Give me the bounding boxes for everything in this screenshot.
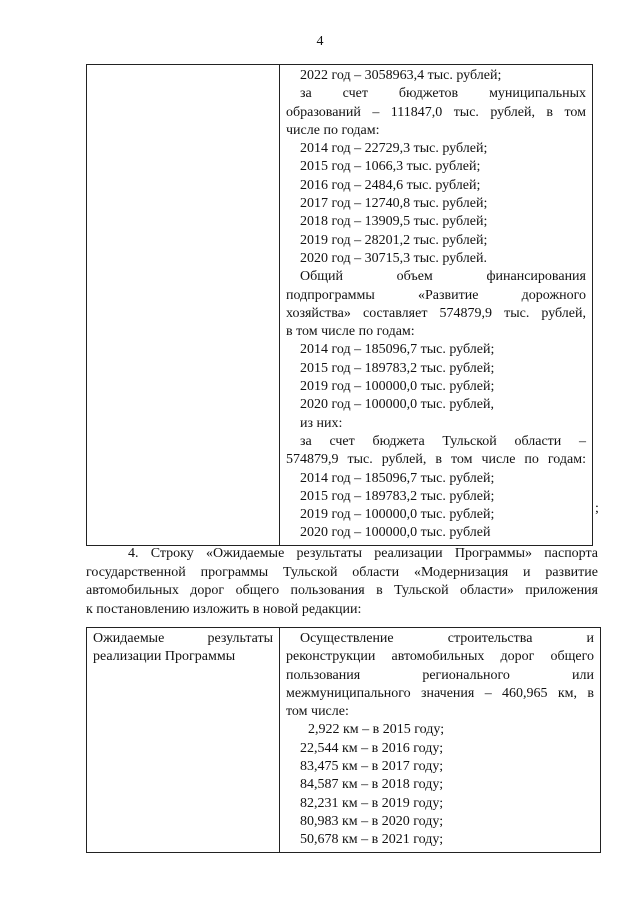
financing-text <box>280 65 592 545</box>
text-line: 2015 год – 1066,3 тыс. рублей; <box>300 159 481 175</box>
paragraph-line: автомобильных дорог общего пользования в Тульской области» приложения <box>86 583 598 599</box>
text-line: 2015 год – 189783,2 тыс. рублей; <box>300 488 495 504</box>
text-line: 2020 год – 100000,0 тыс. рублей <box>300 525 491 541</box>
text-line: из них: <box>300 415 343 431</box>
results-text <box>280 628 600 852</box>
text-line: 2014 год – 185096,7 тыс. рублей; <box>300 342 495 358</box>
text-line: межмуниципального значения – 460,965 км, в <box>286 685 594 701</box>
text-line: 82,231 км – в 2019 году; <box>300 795 444 811</box>
text-line: за счет бюджета Тульской области – <box>300 433 586 449</box>
text-line: 2019 год – 100000,0 тыс. рублей; <box>300 379 495 395</box>
trailing-semicolon: ; <box>595 501 599 516</box>
text-line: 2020 год – 100000,0 тыс. рублей, <box>300 397 494 413</box>
text-line: 2014 год – 185096,7 тыс. рублей; <box>300 470 495 486</box>
text-line: Осуществление строительства и <box>300 631 594 646</box>
text-line: реконструкции автомобильных дорог общего <box>286 649 594 665</box>
text-line: 2019 год – 28201,2 тыс. рублей; <box>300 232 488 248</box>
table-cell-left <box>87 65 280 546</box>
text-line: пользования регионального или <box>286 667 594 683</box>
text-line: хозяйства» составляет 574879,9 тыс. рублей, <box>286 305 586 321</box>
table-cell-right <box>280 65 593 546</box>
text-line: числе по годам: <box>286 122 380 138</box>
text-line: 2020 год – 30715,3 тыс. рублей. <box>300 250 487 266</box>
text-line: за счет бюджетов муниципальных <box>300 86 586 102</box>
text-line: 50,678 км – в 2021 году; <box>300 832 444 848</box>
text-line: в том числе по годам: <box>286 324 415 340</box>
text-line: 80,983 км – в 2020 году; <box>300 813 444 829</box>
table-cell-left <box>87 628 280 853</box>
text-line: подпрограммы «Развитие дорожного <box>286 287 586 303</box>
text-line: реализации Программы <box>93 649 236 665</box>
paragraph-line: 4. Строку «Ожидаемые результаты реализации Программы» паспорта <box>128 546 598 561</box>
row-heading <box>87 628 279 669</box>
text-line: 2017 год – 12740,8 тыс. рублей; <box>300 196 488 212</box>
table-row <box>87 628 601 853</box>
page-number: 4 <box>316 34 324 49</box>
text-line: 83,475 км – в 2017 году; <box>300 759 444 775</box>
text-line: 2015 год – 189783,2 тыс. рублей; <box>300 360 495 376</box>
expected-results-table <box>86 627 601 853</box>
text-line: 2,922 км – в 2015 году; <box>308 722 445 738</box>
text-line: 2018 год – 13909,5 тыс. рублей; <box>300 214 488 230</box>
table-row <box>87 65 593 546</box>
table-cell-right <box>280 628 601 853</box>
text-line: 2016 год – 2484,6 тыс. рублей; <box>300 177 481 193</box>
financing-table <box>86 64 593 546</box>
text-line: 84,587 км – в 2018 году; <box>300 777 444 793</box>
text-line: 2019 год – 100000,0 тыс. рублей; <box>300 507 495 523</box>
text-line: том числе: <box>286 704 349 720</box>
text-line: Общий объем финансирования <box>300 269 586 285</box>
text-line: 2022 год – 3058963,4 тыс. рублей; <box>300 68 502 83</box>
text-line: 22,544 км – в 2016 году; <box>300 740 444 756</box>
amendment-paragraph <box>86 545 598 619</box>
paragraph-line: государственной программы Тульской области «Модернизация и развитие <box>86 564 598 580</box>
text-line: образований – 111847,0 тыс. рублей, в том <box>286 104 586 120</box>
text-line: Ожидаемые результаты <box>93 631 273 646</box>
text-line: 574879,9 тыс. рублей, в том числе по годам: <box>286 452 586 468</box>
text-line: 2014 год – 22729,3 тыс. рублей; <box>300 141 488 157</box>
paragraph-line: к постановлению изложить в новой редакции: <box>86 601 362 617</box>
